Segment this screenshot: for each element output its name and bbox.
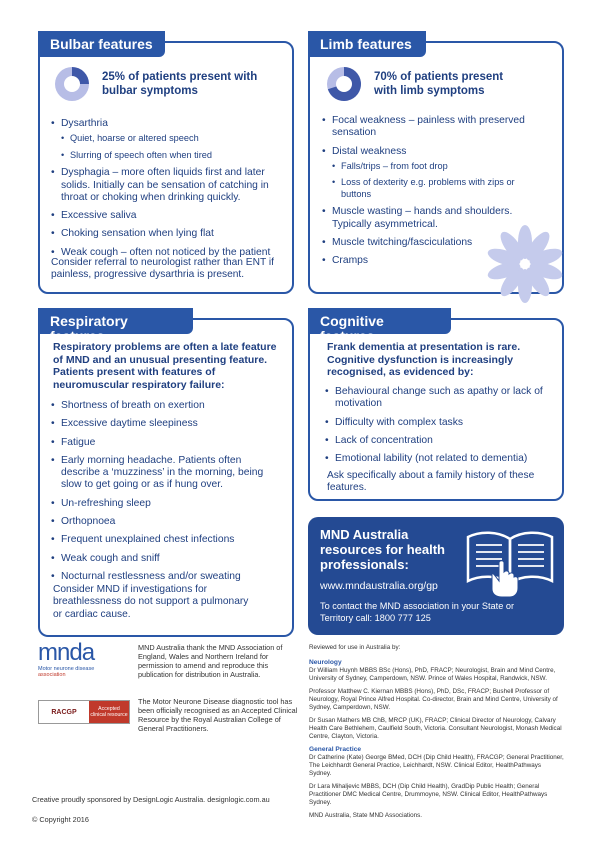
bulbar-item <box>51 118 281 161</box>
copyright-text: © Copyright 2016 <box>32 815 89 824</box>
gp-reviewer: Dr Lara Mihaljevic MBBS, DCH (Dip Child Health), GradDip Public Health; General Practitioner DMC Medical Centre, Drummoyne, NSW. Clinical Editor, HealthPathways Sydney. <box>309 783 548 806</box>
cognitive-item-text: Lack of concentration <box>335 434 433 446</box>
bulbar-pie-hole <box>64 76 80 92</box>
racgp-logo-text: RACGP <box>51 708 77 716</box>
respiratory-item-text: Shortness of breath on exertion <box>61 400 205 411</box>
limb-subitem: • Loss of dexterity e.g. problems with zips or buttons <box>332 177 547 200</box>
cognitive-note: Ask specifically about a family history of these features. <box>327 470 535 494</box>
reviewers-closing: MND Australia, State MND Associations. <box>309 812 423 819</box>
neurology-reviewer: Dr William Huynh MBBS BSc (Hons), PhD, FRACP; Neurologist, Brain and Mind Centre, University of Sydney, Camperdown, NSW. Prince of Wales Hospital, Randwick, NSW. <box>309 667 556 682</box>
bulbar-title: Bulbar features <box>38 31 165 57</box>
bulbar-item <box>51 210 281 222</box>
respiratory-item <box>51 437 283 449</box>
gp-reviewers <box>309 754 565 807</box>
mnda-logo <box>38 641 138 681</box>
limb-stat-text: 70% of patients present with limb symptoms <box>374 71 504 97</box>
cognitive-item <box>325 386 555 411</box>
respiratory-title: Respiratory features <box>38 308 193 334</box>
mnda-logo-tagline <box>38 666 138 678</box>
cognitive-item-text: Behavioural change such as apathy or lack of motivation <box>335 386 543 410</box>
limb-item-text: Muscle wasting – hands and shoulders. Typically asymmetrical. <box>332 206 513 230</box>
respiratory-item <box>51 534 283 546</box>
respiratory-item <box>51 498 283 510</box>
bulbar-item <box>51 167 281 204</box>
decorative-flower-icon <box>485 224 565 304</box>
limb-stat <box>326 66 514 102</box>
sponsor-text: Creative proudly sponsored by DesignLogic Australia. designlogic.com.au <box>32 795 270 804</box>
bulbar-pie-chart <box>54 66 90 102</box>
racgp-accepted-badge: Accepted clinical resource <box>89 701 129 723</box>
limb-item-text: Muscle twitching/fasciculations <box>332 236 473 248</box>
bulbar-item-text: Dysarthria <box>61 118 108 129</box>
cognitive-item-text: Difficulty with complex tasks <box>335 416 463 428</box>
bulbar-stat <box>54 66 262 102</box>
mnda-logo-sub1: Motor neurone disease <box>38 666 95 672</box>
bulbar-stat-text: 25% of patients present with bulbar symptoms <box>102 71 258 97</box>
bulbar-sublist <box>61 133 281 161</box>
respiratory-item <box>51 516 283 528</box>
neurology-heading: Neurology <box>309 659 342 666</box>
cognitive-list <box>325 386 555 471</box>
mnd-resources-box <box>308 517 564 635</box>
bulbar-item-text: Excessive saliva <box>61 210 137 222</box>
respiratory-list <box>51 400 283 589</box>
respiratory-item <box>51 571 283 583</box>
limb-title: Limb features <box>308 31 426 57</box>
racgp-logo <box>38 700 130 724</box>
bulbar-item-text: Weak cough – often not noticed by the patient <box>61 246 271 258</box>
gp-heading: General Practice <box>309 746 362 753</box>
gp-reviewer: Dr Catherine (Kate) George BMed, DCH (Dip Child Health), FRACGP; General Practitioner, The Leichhardt General Practice, Leichhardt, NSW. Clinical Editor, HealthPathways Sydney. <box>309 754 564 777</box>
limb-subitem: • Falls/trips – from foot drop <box>332 161 547 173</box>
mnd-contact-text: To contact the MND association in your State or Territory call: 1800 777 125 <box>320 601 515 623</box>
reviewers-heading: Reviewed for use in Australia by: <box>309 644 401 651</box>
mnd-resources-link[interactable]: www.mndaustralia.org/gp <box>320 580 438 592</box>
cognitive-item <box>325 435 555 447</box>
cognitive-title: Cognitive features <box>308 308 451 334</box>
racgp-recognition-text: The Motor Neurone Disease diagnostic tool has been officially recognised as an Accepted Clinical Resource by the Royal Australian College of General Practitioners. <box>138 697 298 733</box>
respiratory-note: Consider MND if investigations for breathlessness do not support a pulmonary or cardiac cause. <box>53 584 249 620</box>
neurology-reviewer: Dr Susan Mathers MB ChB, MRCP (UK), FRACP; Clinical Director of Neurology, Calvary Health Care Bethlehem, Caulfield South, Victoria. Consultant Neurologist, Monash Medical Centre, Clayton, Victoria. <box>309 717 562 740</box>
respiratory-item-text: Weak cough and sniff <box>61 552 160 564</box>
respiratory-item <box>51 418 283 430</box>
mnda-logo-wordmark: mnda <box>38 639 95 666</box>
cognitive-item-text: Emotional lability (not related to dementia) <box>335 453 528 465</box>
limb-item <box>322 115 547 140</box>
respiratory-item <box>51 455 283 492</box>
bulbar-subitem: • Slurring of speech often when tired <box>61 150 281 162</box>
neurology-reviewers <box>309 667 565 741</box>
bulbar-item-text: Dysphagia – more often liquids first and later solids. Initially can be sensation of catching in throat or choking when drinking quickly. <box>61 167 269 203</box>
limb-item-text: Cramps <box>332 255 369 267</box>
respiratory-item <box>51 553 283 565</box>
respiratory-item-text: Fatigue <box>61 436 96 448</box>
respiratory-intro: Respiratory problems are often a late feature of MND and an unusual presenting feature. Patients present with features of neuromuscular respiratory failure: <box>53 341 277 391</box>
respiratory-item <box>51 400 283 412</box>
limb-item <box>322 146 547 201</box>
respiratory-item-text: Frequent unexplained chest infections <box>61 534 235 546</box>
cognitive-item <box>325 417 555 429</box>
cognitive-item <box>325 453 555 465</box>
neurology-reviewer: Professor Matthew C. Kiernan MBBS (Hons), PhD, DSc, FRACP; Bushell Professor of Neurology, Royal Prince Alfred Hospital. Co-director, Brain and Mind Centre, University of Sydney, Camperdown, NSW. <box>309 688 558 711</box>
mnda-logo-sub2: association <box>38 672 66 678</box>
bulbar-list <box>51 118 281 265</box>
cognitive-intro: Frank dementia at presentation is rare. Cognitive dysfunction is increasingly recognised, as evidenced by: <box>327 341 521 379</box>
reviewers-section <box>309 644 565 825</box>
limb-item-text: Focal weakness – painless with preserved sensation <box>332 115 525 139</box>
pointing-hand-icon <box>484 559 524 599</box>
bulbar-note: Consider referral to neurologist rather than ENT if painless, progressive dysarthria is present. <box>51 257 274 281</box>
mnd-resources-title: MND Australia resources for health professionals: <box>320 527 445 572</box>
limb-sublist <box>332 161 547 201</box>
bulbar-item <box>51 228 281 240</box>
respiratory-item-text: Un-refreshing sleep <box>61 497 151 509</box>
bulbar-subitem: • Quiet, hoarse or altered speech <box>61 133 281 145</box>
respiratory-item-text: Excessive daytime sleepiness <box>61 418 198 430</box>
mnda-thanks-text: MND Australia thank the MND Association of England, Wales and Northern Ireland for permission to amend and reproduce this publication for distribution in Australia. <box>138 643 283 679</box>
respiratory-item-text: Early morning headache. Patients often describe a ‘muzziness’ in the morning, being slow to get going or as if hung over. <box>61 454 264 491</box>
respiratory-item-text: Orthopnoea <box>61 516 116 528</box>
bulbar-item-text: Choking sensation when lying flat <box>61 228 214 240</box>
limb-pie-chart <box>326 66 362 102</box>
limb-pie-hole <box>336 76 352 92</box>
limb-item-text: Distal weakness <box>332 145 407 157</box>
respiratory-item-text: Nocturnal restlessness and/or sweating <box>61 570 241 582</box>
